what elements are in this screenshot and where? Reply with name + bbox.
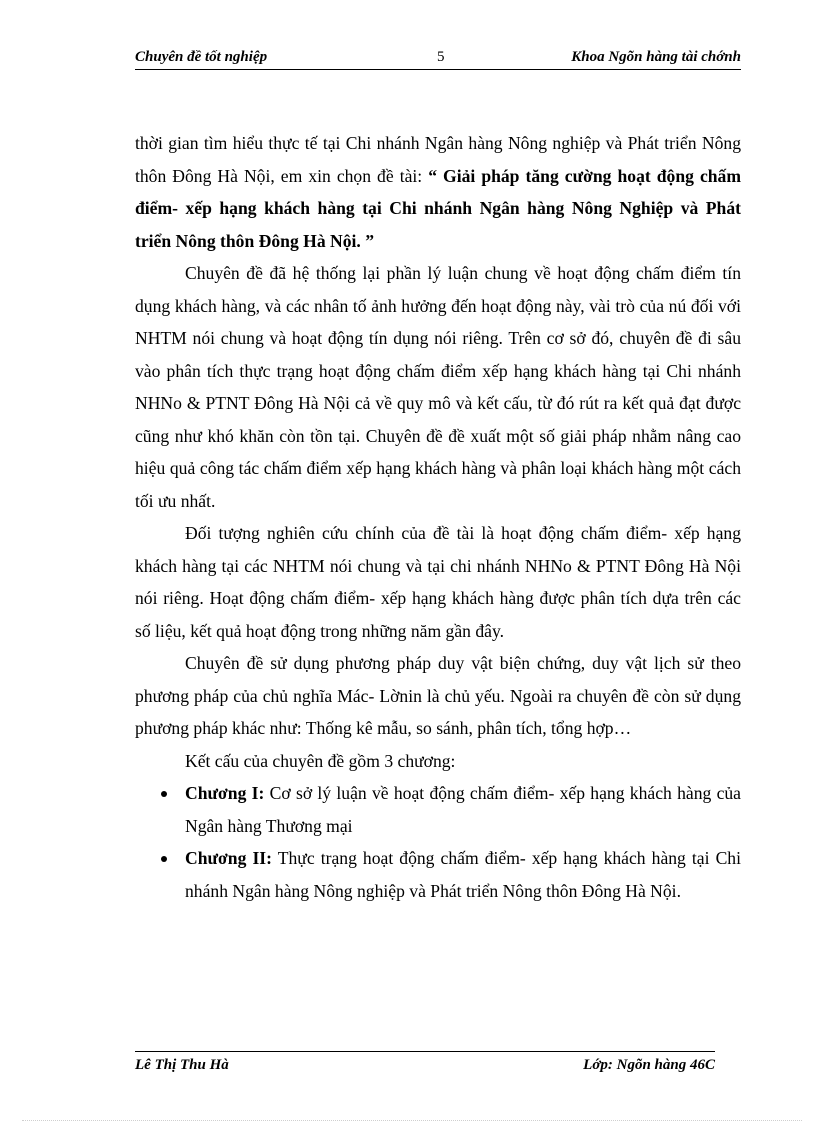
chapter-label: Chương I:: [185, 783, 265, 803]
page-number: 5: [437, 49, 445, 65]
paragraph-5: Kết cấu của chuyên đề gồm 3 chương:: [185, 750, 456, 771]
header-department: Khoa Ngõn hàng tài chớnh: [571, 49, 741, 65]
paragraph-2: Chuyên đề đã hệ thống lại phần lý luận chung về hoạt động chấm điểm tín dụng khách hàng, và các nhân tố ảnh hưởng đến hoạt động này, vài trò của nú đối với NHTM nói chung và hoạt động tín dụng nói riêng. Trên cơ sở đó, chuyên đề đi sâu vào phân tích thực trạng hoạt động chấm điểm xếp hạng khách hàng tại Chi nhánh NHNo & PTNT Đông Hà Nội cả về quy mô và kết cấu, từ đó rút ra kết quả đạt được cũng như khó khăn còn tồn tại. Chuyên đề đề xuất một số giải pháp nhằm nâng cao hiệu quả công tác chấm điểm xếp hạng khách hàng và phân loại khách hàng một cách tối ưu nhất.: [135, 263, 741, 511]
bullet-dot-icon: [161, 791, 167, 797]
paragraph-1: [135, 127, 741, 257]
chapter-text: Cơ sở lý luận về hoạt động chấm điểm- xếp hạng khách hàng của Ngân hàng Thương mại: [185, 783, 741, 836]
page-edge-divider: [22, 1120, 802, 1121]
chapter-item: [135, 777, 741, 842]
thesis-title: “ Giải pháp tăng cường hoạt động chấm điểm- xếp hạng khách hàng tại Chi nhánh Ngân hàng Nông Nghiệp và Phát triển Nông thôn Đông Hà Nội. ”: [135, 165, 741, 251]
document-body: [135, 127, 741, 907]
footer-class: Lớp: Ngõn hàng 46C: [583, 1057, 715, 1073]
paragraph-4: Chuyên đề sử dụng phương pháp duy vật biện chứng, duy vật lịch sử theo phương pháp của chủ nghĩa Mác- Lờnin là chủ yếu. Ngoài ra chuyên đề còn sử dụng phương pháp khác như: Thống kê mẫu, so sánh, phân tích, tổng hợp…: [135, 653, 741, 738]
footer-author: Lê Thị Thu Hà: [135, 1057, 229, 1073]
chapter-text: Thực trạng hoạt động chấm điểm- xếp hạng khách hàng tại Chi nhánh Ngân hàng Nông nghiệp và Phát triển Nông thôn Đông Hà Nội.: [185, 848, 741, 901]
chapter-list: [135, 777, 741, 907]
bullet-dot-icon: [161, 856, 167, 862]
page-header: [135, 49, 741, 70]
page-footer: [135, 1051, 715, 1074]
header-title: Chuyên đề tốt nghiệp: [135, 49, 268, 65]
paragraph-3: Đối tượng nghiên cứu chính của đề tài là hoạt động chấm điểm- xếp hạng khách hàng tại các NHTM nói chung và tại chi nhánh NHNo & PTNT Đông Hà Nội nói riêng. Hoạt động chấm điểm- xếp hạng khách hàng được phân tích dựa trên các số liệu, kết quả hoạt động trong những năm gần đây.: [135, 523, 741, 641]
paragraph-1-text: thời gian tìm hiểu thực tế tại Chi nhánh Ngân hàng Nông nghiệp và Phát triển Nông thôn Đông Hà Nội, em xin chọn đề tài:: [135, 133, 741, 186]
chapter-label: Chương II:: [185, 848, 272, 868]
chapter-item: [135, 842, 741, 907]
